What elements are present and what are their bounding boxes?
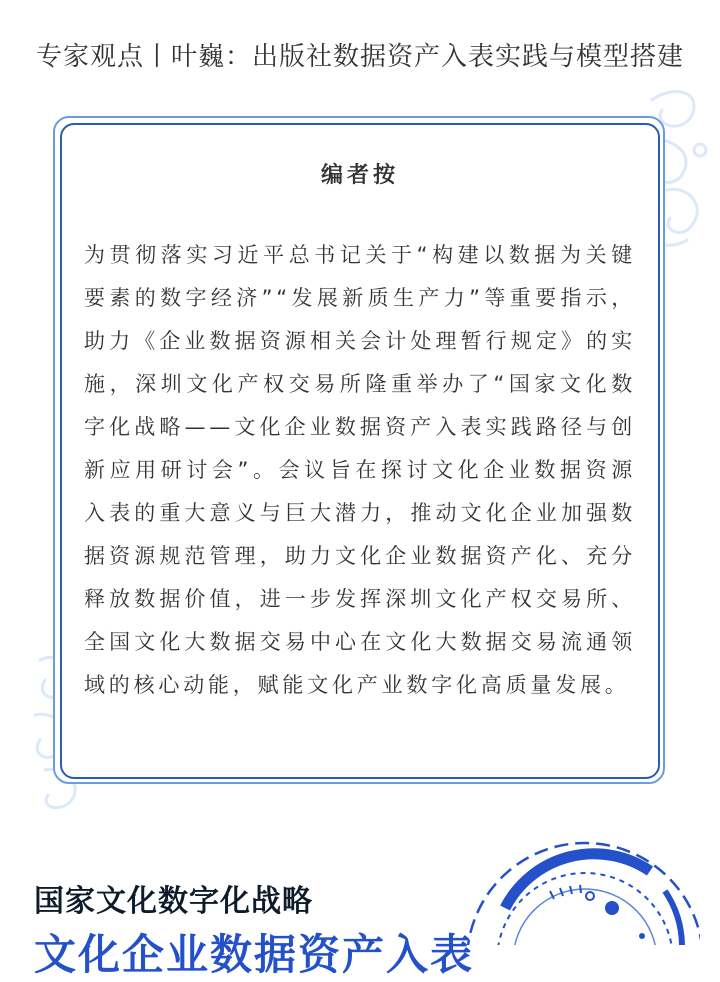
banner-subheadline: 文化企业数据资产入表: [34, 930, 475, 979]
editor-note-heading: 编者按: [320, 163, 399, 188]
banner-headline: 国家文化数字化战略: [34, 884, 313, 919]
editor-note-body: 为贯彻落实习近平总书记关于“构建以数据为关键要素的数字经济”“发展新质生产力”等重要指示，助力《企业数据资源相关会计处理暂行规定》的实施，深圳文化产权交易所隆重举办了“国家文化数字化战略——文化企业数据资产入表实践路径与创新应用研讨会”。会议旨在探讨文化企业数据资源入表的重大意义与巨大潜力，推动文化企业加强数据资源规范管理，助力文化企业数据资产化、充分释放数据价值，进一步发挥深圳文化产权交易所、全国文化大数据交易中心在文化大数据交易流通领域的核心动能，赋能文化产业数字化高质量发展。: [84, 243, 636, 697]
tech-rings-graphic: [450, 836, 700, 945]
article-title: 专家观点丨叶巍：出版社数据资产入表实践与模型搭建: [35, 42, 684, 72]
